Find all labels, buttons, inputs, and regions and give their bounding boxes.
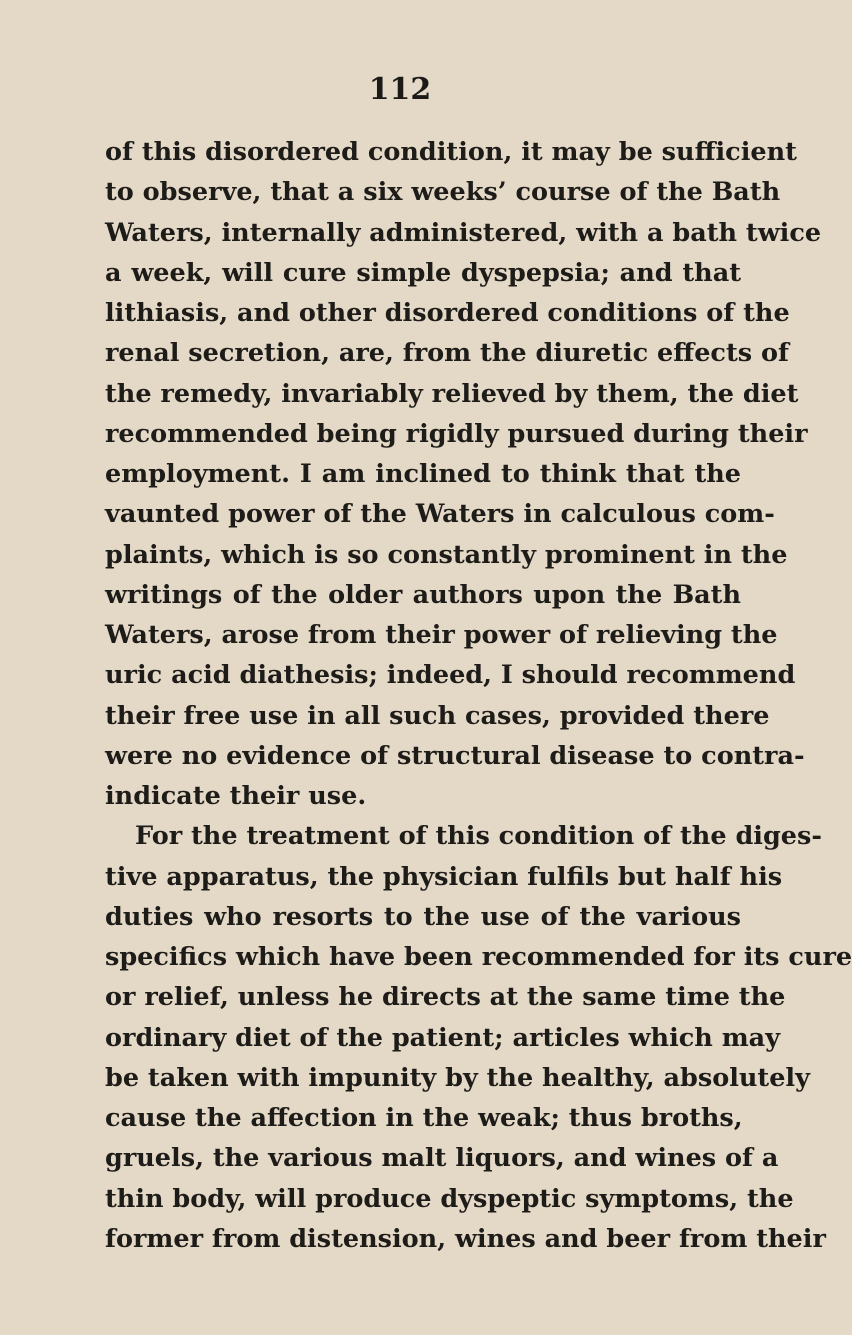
text-line: lithiasis, and other disordered conditions of the xyxy=(105,298,790,328)
text-line: Waters, internally administered, with a bath twice xyxy=(105,217,822,248)
page-number: 112 xyxy=(368,72,432,107)
text-line: thin body, will produce dyspeptic symptoms, the xyxy=(105,1183,794,1214)
paragraph-end-line: indicate their use. xyxy=(105,781,367,811)
text-line: former from distension, wines and beer from their xyxy=(105,1223,826,1254)
text-line: the remedy, invariably relieved by them, the diet xyxy=(105,378,799,409)
text-line: or relief, unless he directs at the same time the xyxy=(105,982,786,1013)
text-line: gruels, the various malt liquors, and wines of a xyxy=(105,1143,779,1174)
text-line: their free use in all such cases, provided there xyxy=(105,700,770,731)
text-line: vaunted power of the Waters in calculous com- xyxy=(105,499,775,530)
text-line: tive apparatus, the physician fulfils but half his xyxy=(105,861,783,892)
body-text xyxy=(105,132,852,1259)
text-line: recommended being rigidly pursued during their xyxy=(105,418,808,449)
text-line: were no evidence of structural disease to contra- xyxy=(105,740,805,771)
text-line: Waters, arose from their power of relieving the xyxy=(105,620,778,650)
text-line: uric acid diathesis; indeed, I should recommend xyxy=(105,660,796,691)
text-line: ordinary diet of the patient; articles which may xyxy=(105,1022,781,1053)
text-line: writings of the older authors upon the Bath xyxy=(105,579,741,610)
text-line: specifics which have been recommended for its cure xyxy=(105,942,852,972)
text-line: be taken with impunity by the healthy, absolutely xyxy=(105,1062,810,1093)
text-line: to observe, that a six weeks’ course of the Bath xyxy=(105,177,781,208)
text-line: duties who resorts to the use of the various xyxy=(105,901,741,932)
text-line: renal secretion, are, from the diuretic effects of xyxy=(105,338,789,369)
text-line: employment. I am inclined to think that the xyxy=(105,459,741,489)
text-line: plaints, which is so constantly prominent in the xyxy=(105,539,788,570)
text-line: a week, will cure simple dyspepsia; and that xyxy=(105,257,741,288)
text-line: cause the affection in the weak; thus broths, xyxy=(105,1103,743,1133)
text-line: of this disordered condition, it may be sufficient xyxy=(105,137,797,167)
paragraph-start-line: For the treatment of this condition of the diges- xyxy=(135,821,822,852)
